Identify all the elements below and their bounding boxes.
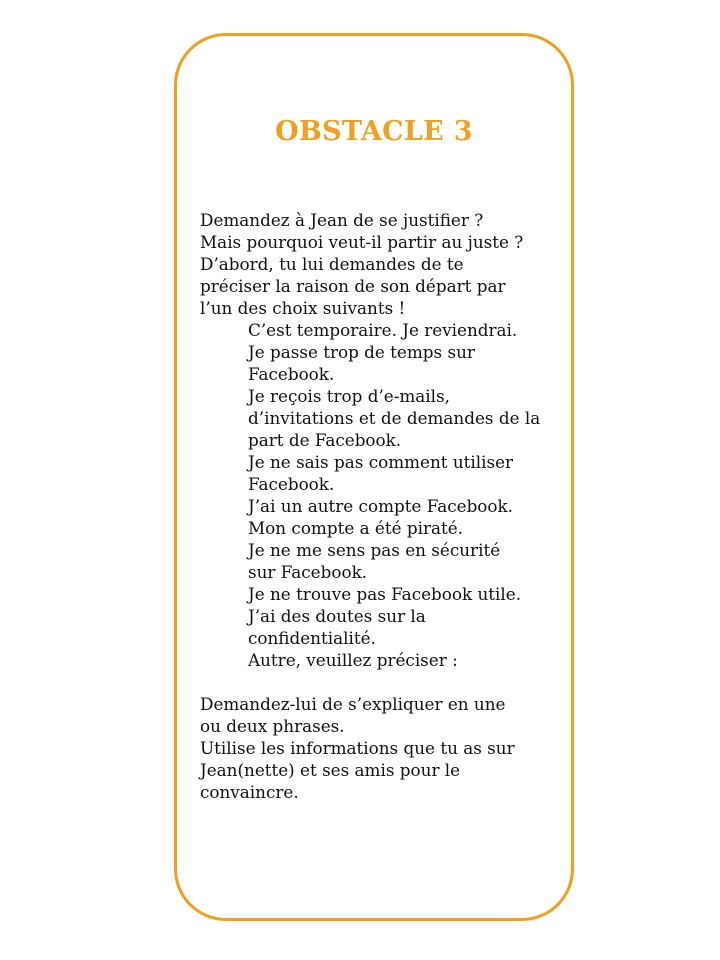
card-body xyxy=(200,209,550,803)
choice-item: Je passe trop de temps sur Facebook. xyxy=(248,342,475,384)
choice-item: C’est temporaire. Je reviendrai. xyxy=(248,320,518,340)
choice-item: Mon compte a été piraté. xyxy=(248,518,464,538)
choice-item: Je ne me sens pas en sécurité sur Facebook. xyxy=(248,540,501,582)
choice-list xyxy=(200,319,550,671)
spacer xyxy=(200,671,550,693)
intro-line: Mais pourquoi veut-il partir au juste ? xyxy=(200,232,524,252)
intro-line: Demandez à Jean de se justifier ? xyxy=(200,210,484,230)
choice-item: Autre, veuillez préciser : xyxy=(248,650,458,670)
choice-item: Je reçois trop d’e-mails, d’invitations et de demandes de la part de Facebook. xyxy=(248,386,541,450)
choice-item: J’ai des doutes sur la confidentialité. xyxy=(248,606,426,648)
outro-line: Utilise les informations que tu as sur Jean(nette) et ses amis pour le convaincre. xyxy=(200,738,515,802)
outro-line: Demandez-lui de s’expliquer en une ou deux phrases. xyxy=(200,694,506,736)
intro-line: D’abord, tu lui demandes de te préciser la raison de son départ par l’un des choix suivants ! xyxy=(200,254,506,318)
choice-item: Je ne trouve pas Facebook utile. xyxy=(248,584,522,604)
choice-item: J’ai un autre compte Facebook. xyxy=(248,496,514,516)
choice-item: Je ne sais pas comment utiliser Facebook. xyxy=(248,452,514,494)
card-title: OBSTACLE 3 xyxy=(275,116,473,147)
